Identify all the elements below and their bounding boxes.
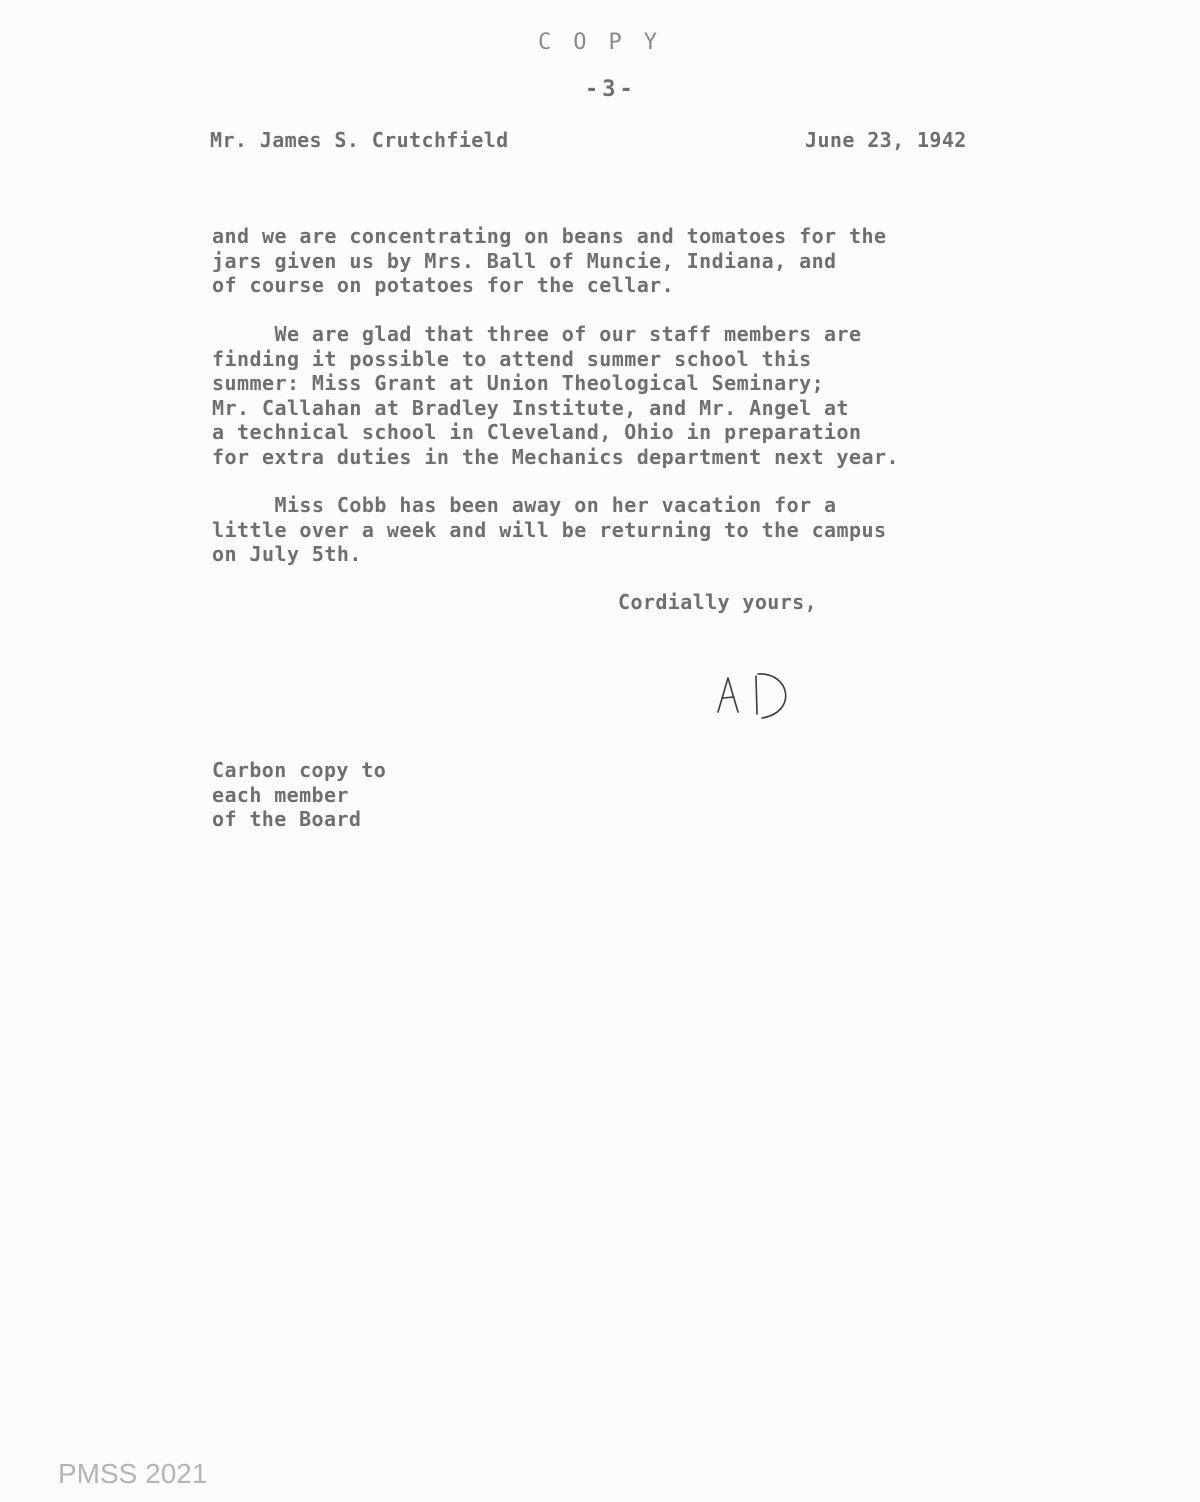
- closing-salutation: Cordially yours,: [618, 590, 818, 614]
- handwritten-initials-signature: [712, 668, 802, 724]
- page-number: -3-: [585, 77, 637, 102]
- copy-stamp: COPY: [538, 30, 679, 55]
- recipient-name: Mr. James S. Crutchfield: [210, 128, 509, 152]
- body-paragraph-3: Miss Cobb has been away on her vacation for a little over a week and will be returning to the campus on July 5th.: [212, 493, 887, 566]
- letter-date: June 23, 1942: [805, 128, 967, 152]
- archive-watermark: PMSS 2021: [58, 1458, 208, 1489]
- body-paragraph-1: and we are concentrating on beans and tomatoes for the jars given us by Mrs. Ball of Muncie, Indiana, and of course on potatoes for the cellar.: [212, 224, 887, 297]
- carbon-copy-note: Carbon copy to each member of the Board: [212, 758, 387, 831]
- body-paragraph-2: We are glad that three of our staff members are finding it possible to attend summer school this summer: Miss Grant at Union Theological Seminary; Mr. Callahan at Bradley Institute, and Mr. Angel at a technical school in Cleveland, Ohio in preparation for extra duties in the Mechanics department next year.: [212, 322, 900, 469]
